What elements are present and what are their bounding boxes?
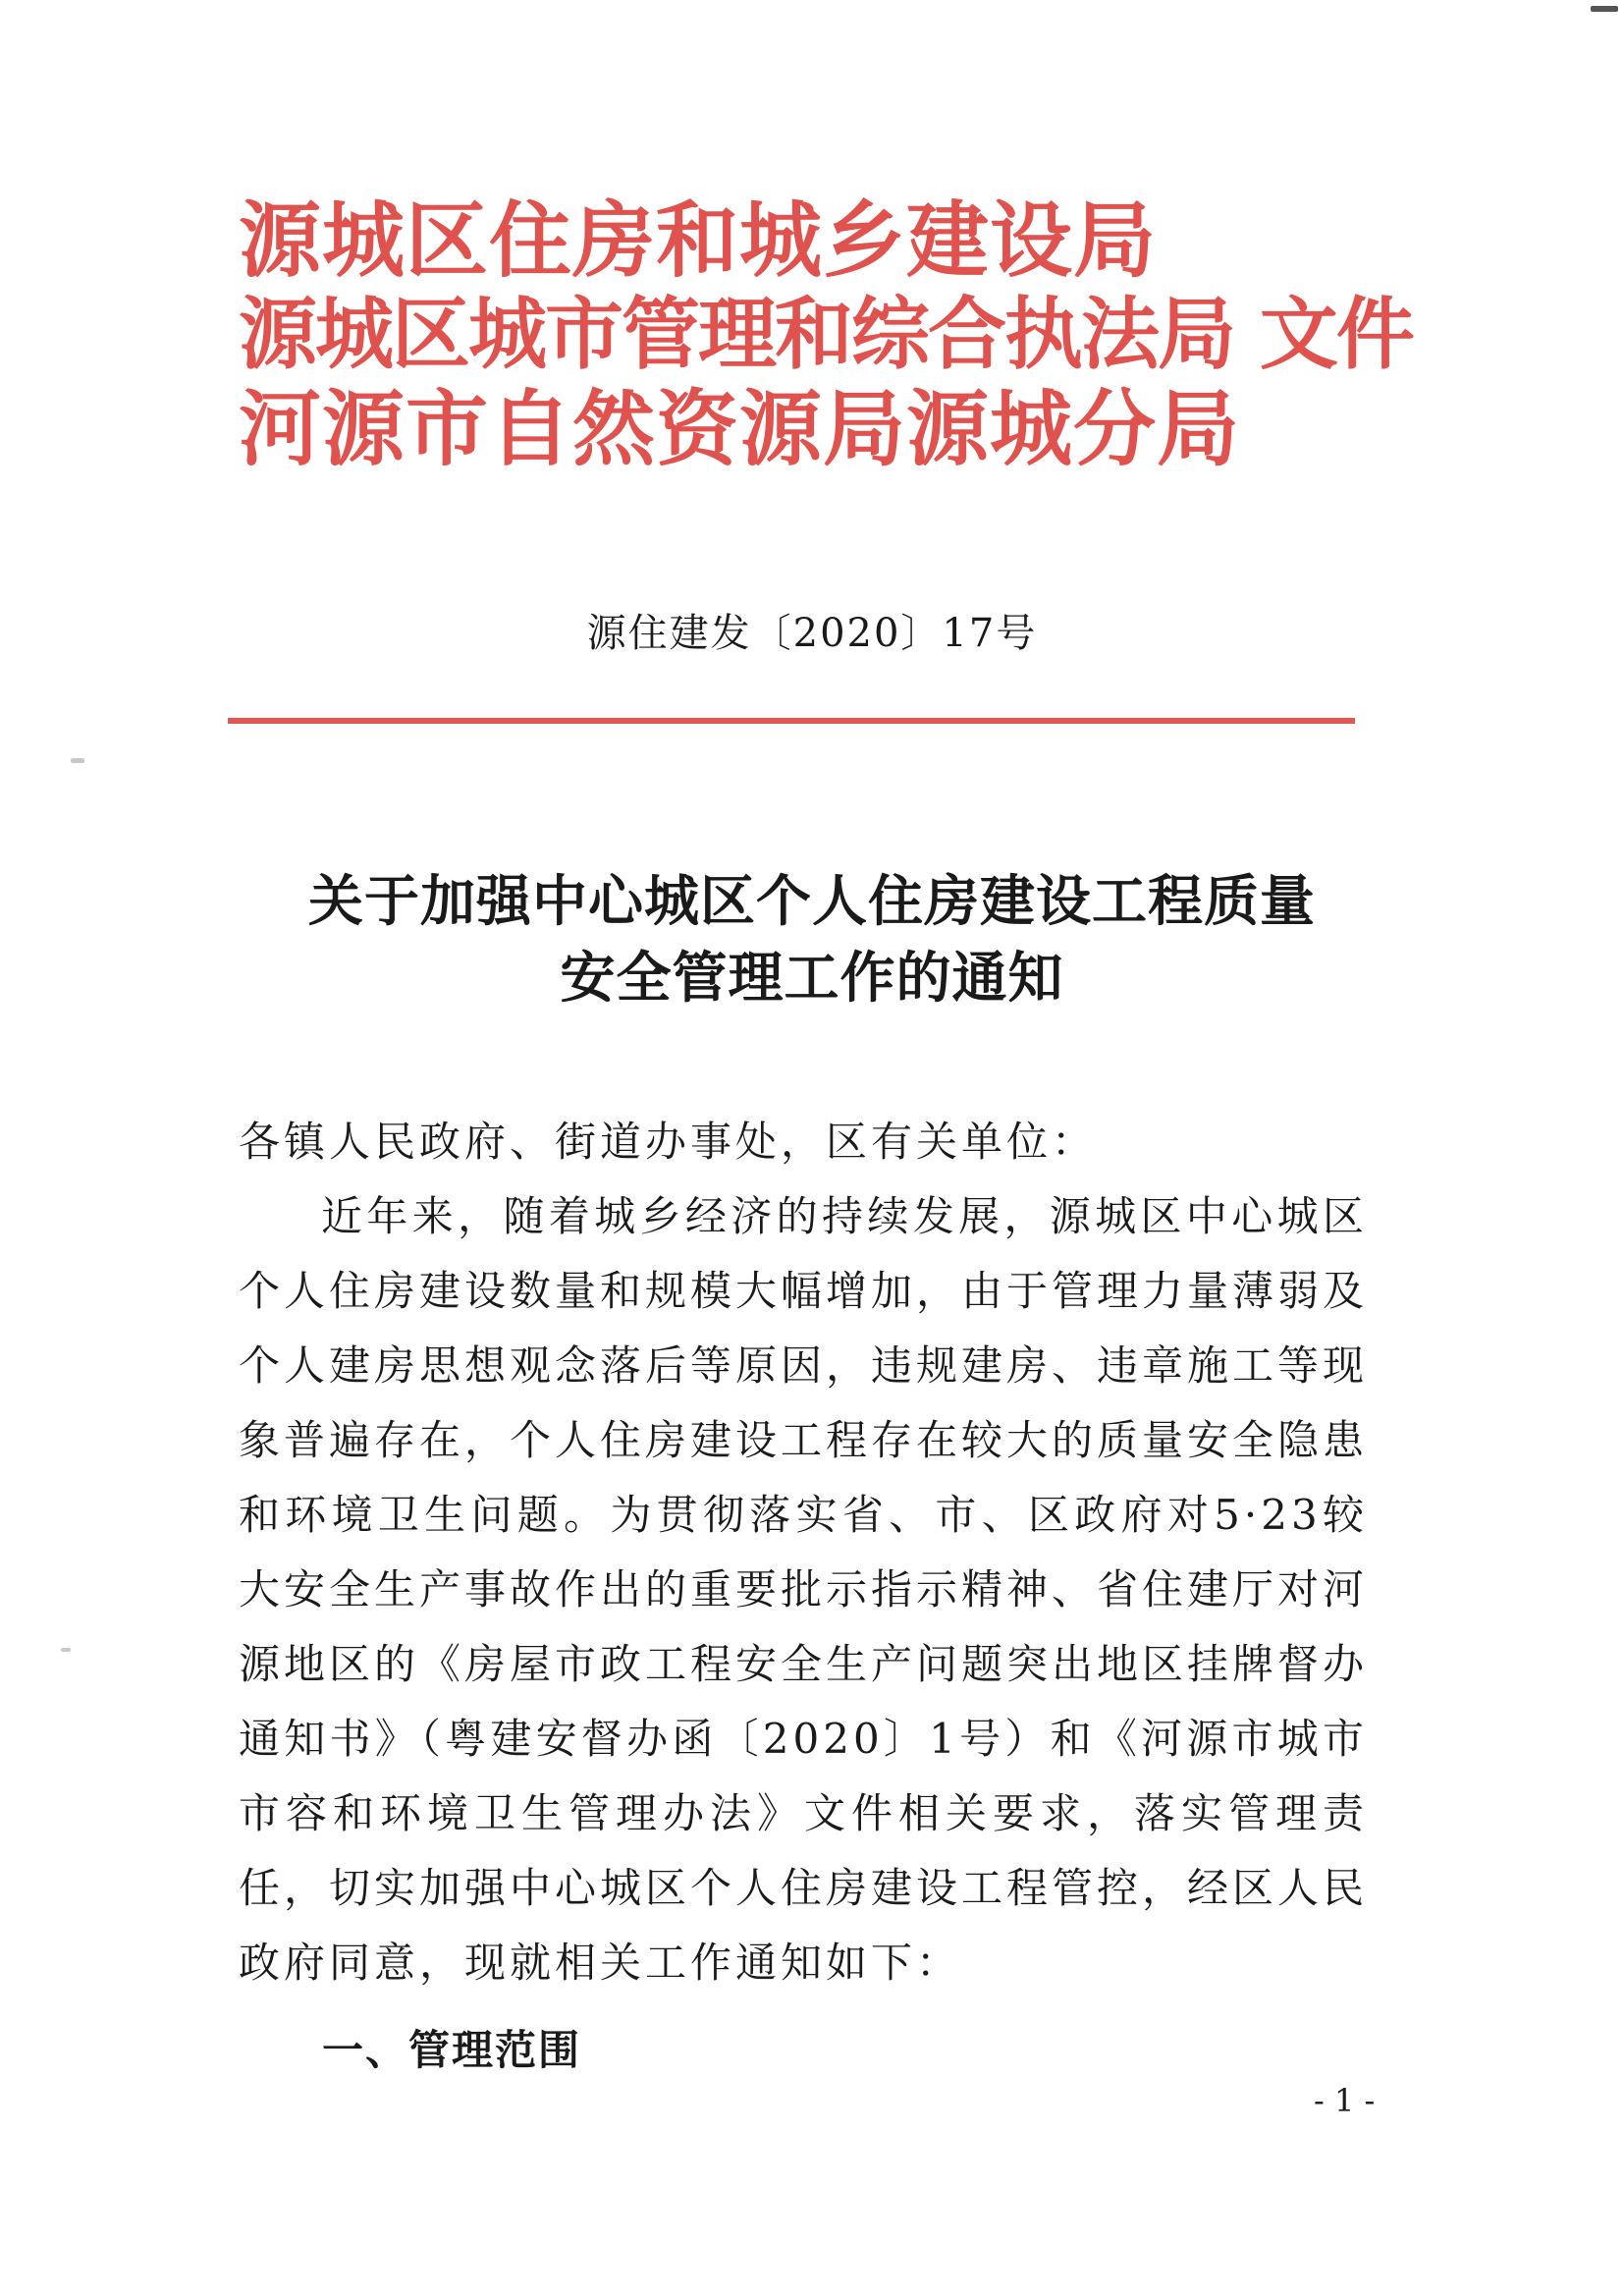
document-body xyxy=(239,1105,1368,2000)
header-line-housing-bureau: 源城区住房和城乡建设局 xyxy=(239,192,1158,289)
scan-mark xyxy=(71,758,84,763)
header-line-urban-management-bureau: 源城区城市管理和综合执法局 文件 xyxy=(239,289,1413,380)
page-number: - 1 - xyxy=(1314,2082,1376,2119)
scan-mark xyxy=(1591,6,1618,12)
title-line-2: 安全管理工作的通知 xyxy=(560,947,1064,1011)
title-line-1: 关于加强中心城区个人住房建设工程质量 xyxy=(308,870,1316,934)
document-title xyxy=(0,864,1624,1017)
red-separator-rule xyxy=(228,718,1355,724)
document-number: 源住建发〔2020〕17号 xyxy=(586,611,1038,656)
header-line-natural-resources-bureau: 河源市自然资源局源城分局 xyxy=(239,381,1241,477)
issuing-authorities-header xyxy=(239,192,1446,479)
scan-mark xyxy=(61,1648,71,1652)
body-paragraph: 近年来，随着城乡经济的持续发展，源城区中心城区个人住房建设数量和规模大幅增加，由于管理力量薄弱及个人建房思想观念落后等原因，违规建房、违章施工等现象普遍存在，个人住房建设工程存在较大的质量安全隐患和环境卫生问题。为贯彻落实省、市、区政府对5·23较大安全生产事故作出的重要批示指示精神、省住建厅对河源地区的《房屋市政工程安全生产问题突出地区挂牌督办通知书》（粤建安督办函〔2020〕1号）和《河源市城市市容和环境卫生管理办法》文件相关要求，落实管理责任，切实加强中心城区个人住房建设工程管控，经区人民政府同意，现就相关工作通知如下： xyxy=(239,1192,1369,1987)
section-heading: 一、管理范围 xyxy=(322,2026,582,2074)
salutation: 各镇人民政府、街道办事处，区有关单位： xyxy=(239,1118,1098,1166)
